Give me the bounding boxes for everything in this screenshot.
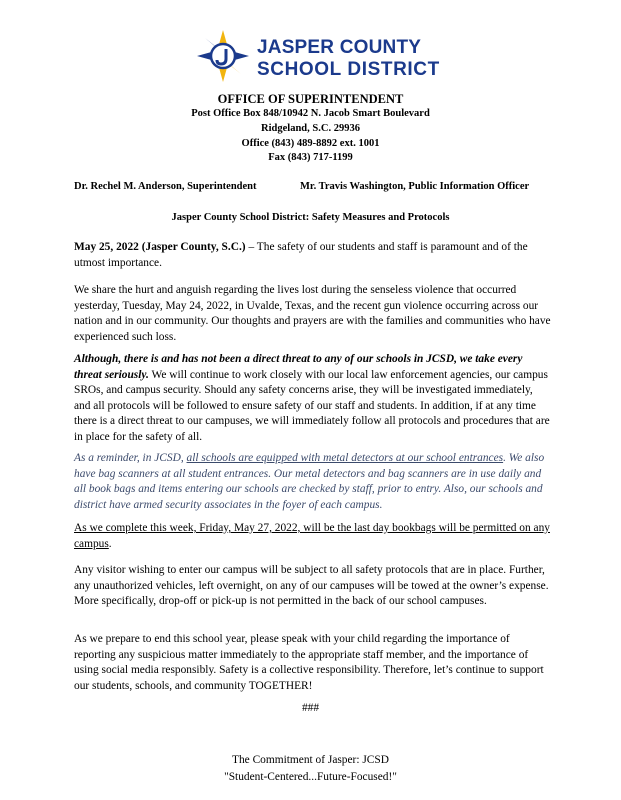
address-line-1: Post Office Box 848/10942 N. Jacob Smart Boulevard (191, 108, 430, 119)
address-line-2: Ridgeland, S.C. 29936 (261, 123, 360, 134)
paragraph-intro (74, 240, 552, 271)
footer-commitment: The Commitment of Jasper: JCSD (232, 754, 389, 766)
subject-line: Jasper County School District: Safety Measures and Protocols (171, 212, 450, 223)
footer-motto: "Student-Centered...Future-Focused!" (224, 771, 397, 783)
district-logo (195, 28, 440, 84)
paragraph-threat (74, 352, 552, 446)
paragraph-condolences (74, 283, 552, 345)
metal-detectors-note: all schools are equipped with metal detectors at our school entrances (186, 452, 504, 464)
logo-text-line2: SCHOOL DISTRICT (257, 59, 440, 80)
intro-text: – The safety of our students and staff is paramount and of the utmost importance. (74, 241, 528, 269)
paragraph-visitors (74, 563, 552, 610)
paragraph-bookbags (74, 521, 552, 552)
reminder-intro: As a reminder, in JCSD, (74, 452, 187, 464)
dateline: May 25, 2022 (Jasper County, S.C.) (74, 241, 246, 253)
jcsd-emblem-icon (195, 28, 251, 84)
visitors-text: Any visitor wishing to enter our campus will be subject to all safety protocols that are in place. Further, any unauthorized vehicles, left overnight, on any of our campuses will be towed at the owner’s expense. More specifically, drop-off or pick-up is not permitted in the back of our school campuses. (74, 564, 549, 608)
office-title: OFFICE OF SUPERINTENDENT (217, 92, 404, 106)
reminder-text: . We also have bag scanners at all student entrances. Our metal detectors and bag scanners are in use daily and all book bags and items entering our schools are checked by staff, prior to entry. Also, our schools and district have armed security associates in the foyer of each campus. (74, 452, 545, 511)
paragraph-closing (74, 632, 552, 694)
paragraph-reminder (74, 451, 552, 513)
logo-text-line1: JASPER COUNTY (257, 37, 422, 58)
closing-text: As we prepare to end this school year, please speak with your child regarding the importance of reporting any suspicious matter immediately to the appropriate staff member, and the importance of using social media responsibly. Safety is a collective responsibility. Therefore, let’s continue to support our students, schools, and community TOGETHER! (74, 633, 544, 692)
condolences-text: We share the hurt and anguish regarding the lives lost during the senseless violence that occurred yesterday, Tuesday, May 24, 2022, in Uvalde, Texas, and the recent gun violence occurring across our nation and in our community. Our thoughts and prayers are with the families and communities who have experienced such loss. (74, 284, 551, 343)
pio-name: Mr. Travis Washington, Public Information Officer (300, 181, 530, 192)
threat-text: We will continue to work closely with our local law enforcement agencies, our campus SROs, and campus security. Should any safety concerns arise, they will be investigated immediately, and all protocols will be followed to ensure safety of our staff and students. In addition, if at any time there is a direct threat to our campuses, we will immediately follow all protocols and procedures that are in place for the safety of all. (74, 368, 550, 443)
end-mark: ### (301, 702, 320, 714)
superintendent-name: Dr. Rechel M. Anderson, Superintendent (74, 181, 257, 192)
bookbag-period: . (108, 537, 112, 550)
threat-statement: Although, there is and has not been a direct threat to any of our schools in JCSD, we take every threat seriously. (74, 353, 523, 381)
office-phone: Office (843) 489-8892 ext. 1001 (241, 138, 380, 149)
bookbag-notice: As we complete this week, Friday, May 27, 2022, will be the last day bookbags will be permitted on any campus (74, 522, 550, 550)
fax-number: Fax (843) 717-1199 (268, 152, 353, 163)
